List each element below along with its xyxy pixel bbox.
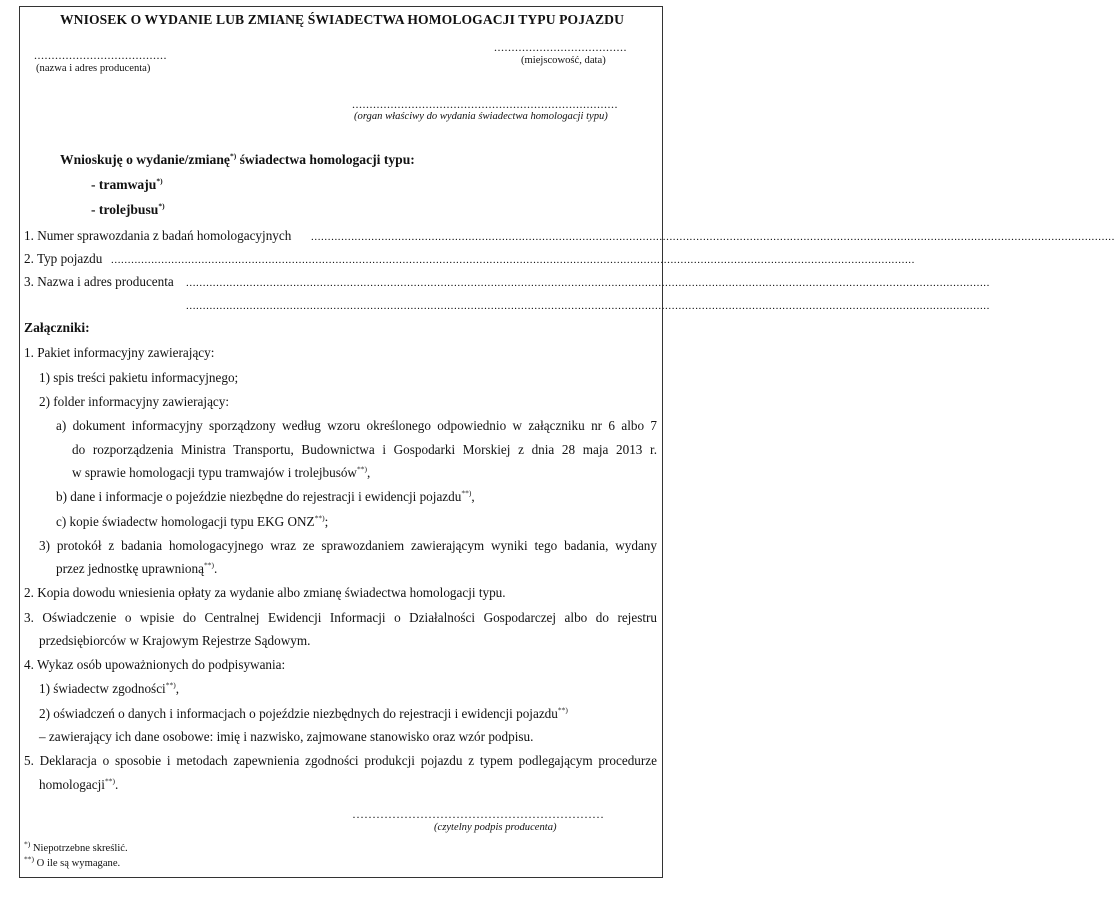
request-intro-rest: świadectwa homologacji typu:: [236, 152, 415, 167]
attachment-1-3-line1: 3) protokół z badania homologacyjnego wraz ze sprawozdaniem zawierającym wyniki tego badania, wydany: [39, 538, 657, 553]
attachment-1-2a-line3: [72, 465, 370, 481]
punctuation: ,: [471, 489, 475, 504]
attachment-1: 1. Pakiet informacyjny zawierający:: [24, 345, 215, 360]
attachment-4-2: [39, 706, 568, 722]
attachment-1-3-line2: [56, 561, 217, 577]
footnote-2-text: O ile są wymagane.: [34, 858, 121, 869]
footnote-mark: **): [356, 464, 367, 474]
footnote-mark: **): [461, 488, 472, 498]
attachment-1-2a-line2: do rozporządzenia Ministra Transportu, Budownictwa i Gospodarki Morskiej z dnia 28 maja 2013 r.: [72, 442, 657, 457]
authority-caption: (organ właściwy do wydania świadectwa homologacji typu): [354, 111, 608, 122]
footnote-1: [24, 839, 128, 854]
footnote-1-text: Niepotrzebne skreślić.: [30, 843, 128, 854]
form-title: WNIOSEK O WYDANIE LUB ZMIANĘ ŚWIADECTWA HOMOLOGACJI TYPU POJAZDU: [59, 12, 625, 27]
attachment-4: 4. Wykaz osób upoważnionych do podpisywania:: [24, 657, 286, 672]
footnote-mark: *): [24, 839, 31, 849]
attachment-5-line2-text: homologacji: [39, 777, 105, 792]
attachment-4-3: – zawierający ich dane osobowe: imię i nazwisko, zajmowane stanowisko oraz wzór podpisu.: [39, 729, 534, 744]
attachment-5-line2: [39, 777, 118, 793]
authority-field[interactable]: ............................................................................: [352, 97, 618, 111]
attachment-1-2a-line3-text: w sprawie homologacji typu tramwajów i trolejbusów: [72, 465, 357, 480]
signature-field[interactable]: ………………………………………………………: [352, 807, 604, 821]
footnote-mark: **): [314, 513, 325, 523]
attachment-1-2c: [56, 514, 328, 530]
attachments-heading: Załączniki:: [24, 320, 90, 335]
attachment-1-2b-text: b) dane i informacje o pojeździe niezbędne do rejestracji i ewidencji pojazdu: [56, 489, 462, 504]
signature-caption: (czytelny podpis producenta): [434, 822, 557, 833]
field-producer-label: 3. Nazwa i adres producenta: [24, 274, 174, 289]
option-tram: [91, 177, 163, 193]
option-trolleybus: [91, 202, 165, 218]
field-report-number-label: 1. Numer sprawozdania z badań homologacyjnych: [24, 228, 292, 243]
punctuation: ;: [324, 514, 329, 529]
field-producer[interactable]: ................................................................................................................................................................................................................................................: [186, 277, 990, 289]
field-report-number[interactable]: ................................................................................................................................................................................................................................................: [311, 231, 1115, 243]
field-vehicle-type-label: 2. Typ pojazdu: [24, 251, 103, 266]
option-tram-label: - tramwaju: [91, 177, 157, 192]
footnote-mark: **): [104, 776, 115, 786]
punctuation: ,: [175, 681, 180, 696]
attachment-1-3-line2-text: przez jednostkę uprawnioną: [56, 561, 204, 576]
attachment-1-2: 2) folder informacyjny zawierający:: [39, 394, 230, 409]
option-trolleybus-label: - trolejbusu: [91, 202, 159, 217]
attachment-3-line1: 3. Oświadczenie o wpisie do Centralnej Ewidencji Informacji o Działalności Gospodarczej albo do rejestru: [24, 610, 657, 625]
footnote-mark: **): [24, 854, 34, 864]
attachment-5-line1: 5. Deklaracja o sposobie i metodach zapewnienia zgodności produkcji pojazdu z typem podlegającym procedurze: [24, 753, 657, 768]
attachment-1-2b: [56, 489, 475, 505]
attachment-3-line2: przedsiębiorców w Krajowym Rejestrze Sądowym.: [39, 633, 311, 648]
footnote-mark: **): [203, 560, 214, 570]
attachment-1-2a-line1: a) dokument informacyjny sporządzony według wzoru określonego odpowiednio w załączniku nr 6 albo 7: [56, 418, 657, 433]
attachment-4-2-text: 2) oświadczeń o danych i informacjach o pojeździe niezbędnych do rejestracji i ewidencji pojazdu: [39, 706, 558, 721]
request-intro-text: Wnioskuję o wydanie/zmianę: [60, 152, 230, 167]
request-intro: [60, 152, 415, 168]
punctuation: .: [114, 777, 119, 792]
field-vehicle-type[interactable]: ................................................................................................................................................................................................................................................: [111, 254, 915, 266]
footnote-mark: *): [156, 176, 163, 186]
footnote-mark: *): [158, 201, 165, 211]
attachment-4-1: [39, 681, 179, 697]
attachment-1-1: 1) spis treści pakietu informacyjnego;: [39, 370, 239, 385]
field-producer-line2[interactable]: ................................................................................................................................................................................................................................................: [186, 300, 990, 312]
attachment-2: 2. Kopia dowodu wniesienia opłaty za wydanie albo zmianę świadectwa homologacji typu.: [24, 585, 506, 600]
footnote-mark: *): [229, 151, 237, 161]
footnote-2: [24, 854, 121, 869]
place-date-caption: (miejscowość, data): [521, 55, 606, 66]
footnote-mark: **): [165, 680, 176, 690]
attachment-1-2c-text: c) kopie świadectw homologacji typu EKG ONZ: [56, 514, 315, 529]
footnote-mark: **): [557, 705, 568, 715]
producer-field[interactable]: ......................................: [34, 48, 167, 62]
punctuation: .: [213, 561, 218, 576]
attachment-4-1-text: 1) świadectw zgodności: [39, 681, 166, 696]
punctuation: ,: [366, 465, 371, 480]
producer-caption: (nazwa i adres producenta): [36, 63, 151, 74]
place-date-field[interactable]: ......................................: [494, 40, 627, 54]
